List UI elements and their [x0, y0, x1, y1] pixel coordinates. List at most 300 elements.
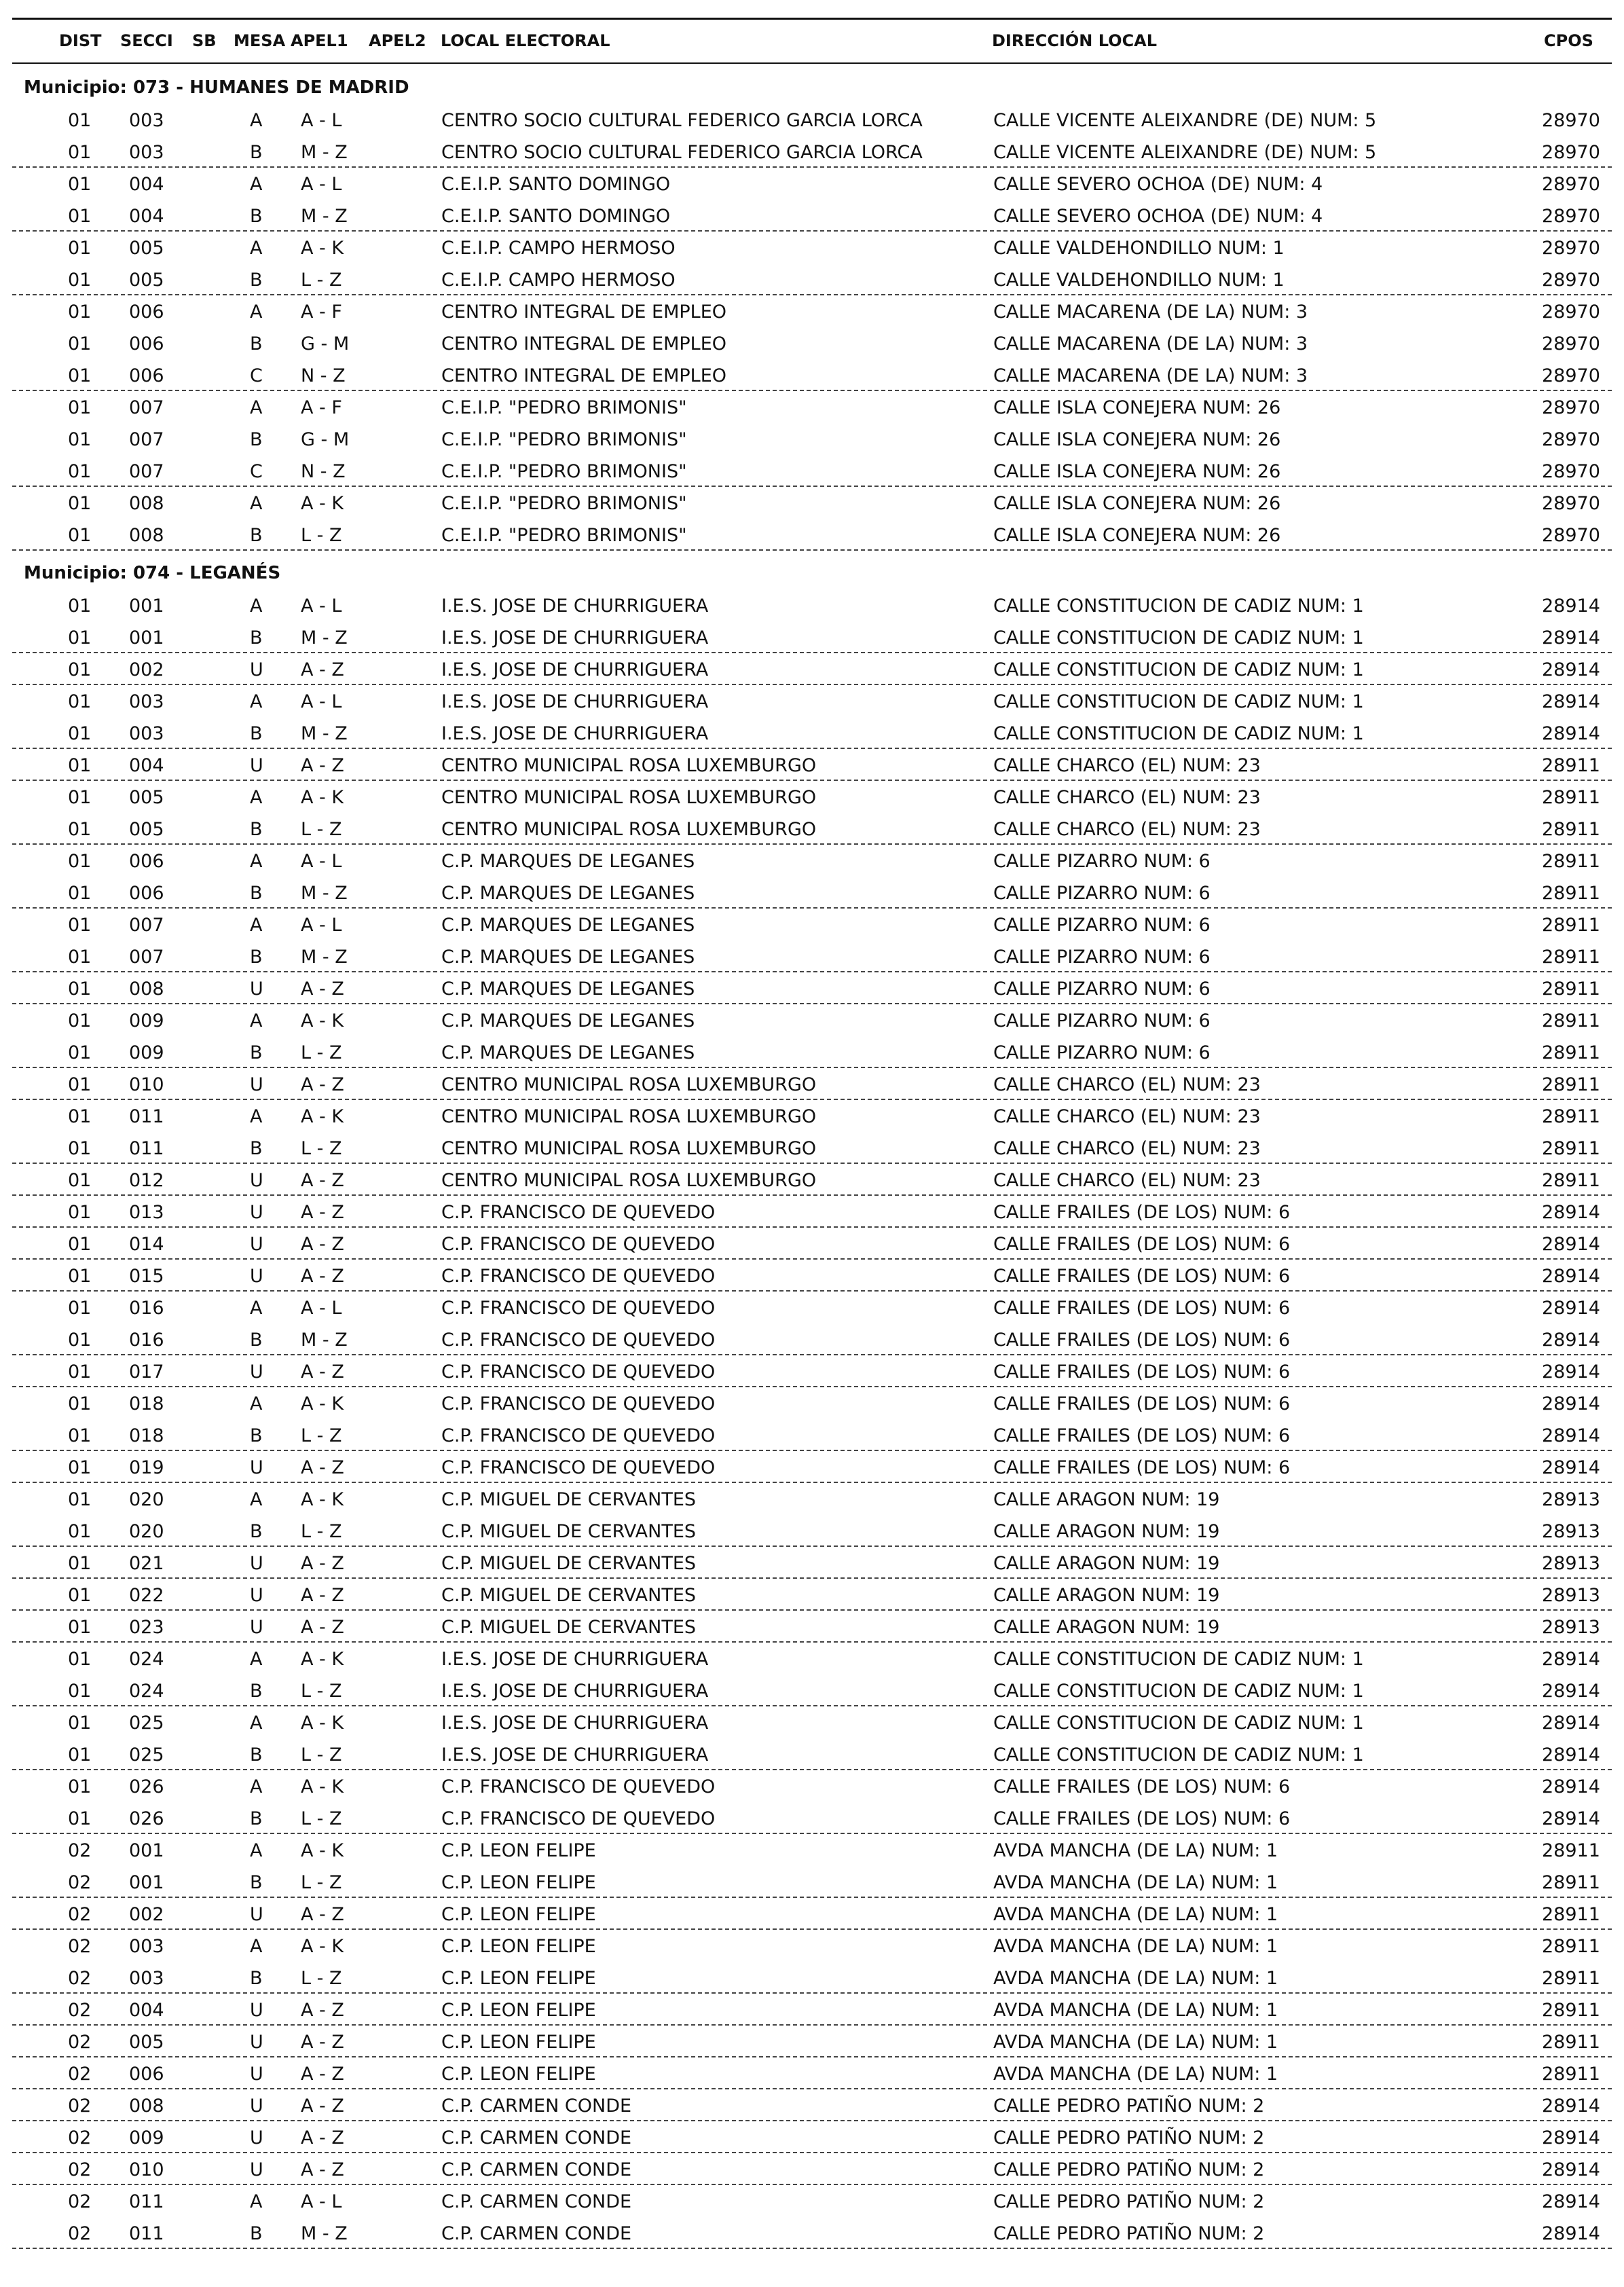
mesa-cell: U: [250, 1202, 263, 1223]
cpos-cell: 28914: [1542, 2223, 1600, 2244]
apellidos-range-cell: L - Z: [301, 1681, 342, 1702]
table-row: [12, 263, 1612, 295]
local-electoral-cell: CENTRO MUNICIPAL ROSA LUXEMBURGO: [441, 1106, 817, 1127]
dist-cell: 01: [68, 723, 92, 744]
local-electoral-cell: C.P. LEON FELIPE: [441, 2000, 596, 2021]
direccion-cell: CALLE PEDRO PATIÑO NUM: 2: [993, 2159, 1265, 2180]
dist-cell: 01: [68, 1744, 92, 1765]
direccion-cell: CALLE CONSTITUCION DE CADIZ NUM: 1: [993, 1649, 1364, 1670]
table-row: [12, 2089, 1612, 2121]
direccion-cell: CALLE VALDEHONDILLO NUM: 1: [993, 270, 1285, 291]
direccion-cell: CALLE FRAILES (DE LOS) NUM: 6: [993, 1457, 1291, 1478]
cpos-cell: 28970: [1542, 301, 1600, 323]
cpos-cell: 28913: [1542, 1489, 1600, 1510]
direccion-cell: CALLE VICENTE ALEIXANDRE (DE) NUM: 5: [993, 110, 1377, 131]
secci-cell: 011: [129, 2223, 164, 2244]
apellidos-range-cell: L - Z: [301, 270, 342, 291]
mesa-cell: A: [250, 238, 263, 259]
local-electoral-cell: C.P. MARQUES DE LEGANES: [441, 1010, 695, 1031]
mesa-cell: U: [250, 1553, 263, 1574]
cpos-cell: 28970: [1542, 174, 1600, 195]
mesa-cell: B: [250, 1808, 263, 1829]
cpos-cell: 28970: [1542, 206, 1600, 227]
table-row: [12, 423, 1612, 455]
direccion-cell: CALLE CHARCO (EL) NUM: 23: [993, 819, 1261, 840]
cpos-cell: 28914: [1542, 1361, 1600, 1383]
table-row: [12, 909, 1612, 940]
direccion-cell: CALLE PIZARRO NUM: 6: [993, 851, 1211, 872]
mesa-cell: B: [250, 142, 263, 163]
mesa-cell: B: [250, 947, 263, 968]
cpos-cell: 28913: [1542, 1617, 1600, 1638]
cpos-cell: 28970: [1542, 493, 1600, 514]
secci-cell: 005: [129, 270, 164, 291]
dist-cell: 01: [68, 1425, 92, 1446]
cpos-cell: 28970: [1542, 525, 1600, 546]
direccion-cell: CALLE SEVERO OCHOA (DE) NUM: 4: [993, 206, 1323, 227]
apellidos-range-cell: G - M: [301, 429, 350, 450]
table-row: [12, 2026, 1612, 2057]
table-row: [12, 2153, 1612, 2185]
dist-cell: 01: [68, 978, 92, 1000]
local-electoral-cell: C.P. LEON FELIPE: [441, 2032, 596, 2053]
local-electoral-cell: C.P. CARMEN CONDE: [441, 2191, 632, 2212]
local-electoral-cell: C.E.I.P. "PEDRO BRIMONIS": [441, 397, 687, 418]
dist-cell: 01: [68, 659, 92, 680]
secci-cell: 008: [129, 493, 164, 514]
direccion-cell: CALLE FRAILES (DE LOS) NUM: 6: [993, 1330, 1291, 1351]
dist-cell: 01: [68, 142, 92, 163]
secci-cell: 005: [129, 787, 164, 808]
secci-cell: 003: [129, 110, 164, 131]
mesa-cell: A: [250, 596, 263, 617]
local-electoral-cell: C.P. MIGUEL DE CERVANTES: [441, 1521, 697, 1542]
mesa-cell: U: [250, 1170, 263, 1191]
dist-cell: 01: [68, 691, 92, 712]
table-row: [12, 1292, 1612, 1323]
mesa-cell: B: [250, 1042, 263, 1063]
cpos-cell: 28911: [1542, 1872, 1600, 1893]
mesa-cell: B: [250, 1521, 263, 1542]
table-row: [12, 621, 1612, 653]
apellidos-range-cell: A - K: [301, 1840, 344, 1861]
secci-cell: 004: [129, 206, 164, 227]
dist-cell: 01: [68, 1266, 92, 1287]
table-row: [12, 1898, 1612, 1930]
cpos-cell: 28914: [1542, 627, 1600, 648]
table-row: [12, 1260, 1612, 1292]
apellidos-range-cell: A - K: [301, 1936, 344, 1957]
direccion-cell: AVDA MANCHA (DE LA) NUM: 1: [993, 1904, 1278, 1925]
secci-cell: 011: [129, 1106, 164, 1127]
table-row: [12, 2217, 1612, 2249]
secci-cell: 001: [129, 627, 164, 648]
mesa-cell: U: [250, 2032, 263, 2053]
cpos-cell: 28911: [1542, 1170, 1600, 1191]
local-electoral-cell: I.E.S. JOSE DE CHURRIGUERA: [441, 659, 709, 680]
table-row: [12, 1196, 1612, 1228]
table-row: [12, 1100, 1612, 1132]
apellidos-range-cell: A - Z: [301, 2096, 344, 2117]
municipio-label: Municipio: 074 - LEGANÉS: [24, 563, 281, 583]
local-electoral-cell: I.E.S. JOSE DE CHURRIGUERA: [441, 691, 709, 712]
table-row: [12, 1962, 1612, 1994]
mesa-cell: B: [250, 1330, 263, 1351]
direccion-cell: AVDA MANCHA (DE LA) NUM: 1: [993, 2032, 1278, 2053]
direccion-cell: CALLE PEDRO PATIÑO NUM: 2: [993, 2223, 1265, 2244]
secci-cell: 013: [129, 1202, 164, 1223]
apellidos-range-cell: A - Z: [301, 1170, 344, 1191]
table-row: [12, 1387, 1612, 1419]
apellidos-range-cell: A - Z: [301, 1617, 344, 1638]
mesa-cell: A: [250, 1936, 263, 1957]
mesa-cell: B: [250, 333, 263, 354]
mesa-cell: A: [250, 397, 263, 418]
local-electoral-cell: C.P. MARQUES DE LEGANES: [441, 978, 695, 1000]
secci-cell: 024: [129, 1681, 164, 1702]
secci-cell: 025: [129, 1744, 164, 1765]
local-electoral-cell: CENTRO MUNICIPAL ROSA LUXEMBURGO: [441, 1074, 817, 1095]
apellidos-range-cell: L - Z: [301, 1425, 342, 1446]
table-row: [12, 1738, 1612, 1770]
mesa-cell: B: [250, 883, 263, 904]
dist-cell: 01: [68, 1457, 92, 1478]
local-electoral-cell: I.E.S. JOSE DE CHURRIGUERA: [441, 1744, 709, 1765]
direccion-cell: CALLE CHARCO (EL) NUM: 23: [993, 755, 1261, 776]
apellidos-range-cell: L - Z: [301, 1968, 342, 1989]
dist-cell: 01: [68, 1361, 92, 1383]
table-row: [12, 391, 1612, 423]
municipio-label: Municipio: 073 - HUMANES DE MADRID: [24, 77, 409, 98]
table-row: [12, 1004, 1612, 1036]
cpos-cell: 28914: [1542, 1808, 1600, 1829]
direccion-cell: AVDA MANCHA (DE LA) NUM: 1: [993, 2064, 1278, 2085]
cpos-cell: 28911: [1542, 755, 1600, 776]
dist-cell: 01: [68, 333, 92, 354]
apellidos-range-cell: M - Z: [301, 627, 348, 648]
local-electoral-cell: C.P. MIGUEL DE CERVANTES: [441, 1489, 697, 1510]
direccion-cell: CALLE ARAGON NUM: 19: [993, 1521, 1220, 1542]
cpos-cell: 28914: [1542, 659, 1600, 680]
secci-cell: 010: [129, 1074, 164, 1095]
table-row: [12, 2185, 1612, 2217]
cpos-cell: 28911: [1542, 1010, 1600, 1031]
secci-cell: 004: [129, 2000, 164, 2021]
direccion-cell: CALLE PIZARRO NUM: 6: [993, 947, 1211, 968]
secci-cell: 001: [129, 1840, 164, 1861]
direccion-cell: CALLE FRAILES (DE LOS) NUM: 6: [993, 1298, 1291, 1319]
dist-cell: 01: [68, 1234, 92, 1255]
local-electoral-cell: C.E.I.P. "PEDRO BRIMONIS": [441, 429, 687, 450]
dist-cell: 02: [68, 2159, 92, 2180]
local-electoral-cell: C.P. LEON FELIPE: [441, 1904, 596, 1925]
cpos-cell: 28914: [1542, 723, 1600, 744]
apellidos-range-cell: M - Z: [301, 723, 348, 744]
table-row: [12, 781, 1612, 813]
dist-cell: 01: [68, 493, 92, 514]
dist-cell: 01: [68, 1042, 92, 1063]
direccion-cell: CALLE FRAILES (DE LOS) NUM: 6: [993, 1361, 1291, 1383]
secci-cell: 004: [129, 755, 164, 776]
apellidos-range-cell: L - Z: [301, 525, 342, 546]
mesa-cell: U: [250, 659, 263, 680]
secci-cell: 005: [129, 819, 164, 840]
apellidos-range-cell: L - Z: [301, 1744, 342, 1765]
cpos-cell: 28911: [1542, 1936, 1600, 1957]
direccion-cell: CALLE CONSTITUCION DE CADIZ NUM: 1: [993, 1713, 1364, 1734]
cpos-cell: 28911: [1542, 1106, 1600, 1127]
table-row: [12, 1451, 1612, 1483]
direccion-cell: CALLE FRAILES (DE LOS) NUM: 6: [993, 1808, 1291, 1829]
secci-cell: 007: [129, 429, 164, 450]
apellidos-range-cell: M - Z: [301, 206, 348, 227]
secci-cell: 003: [129, 723, 164, 744]
mesa-cell: U: [250, 1234, 263, 1255]
dist-cell: 02: [68, 2127, 92, 2148]
secci-cell: 020: [129, 1489, 164, 1510]
local-electoral-cell: I.E.S. JOSE DE CHURRIGUERA: [441, 1649, 709, 1670]
mesa-cell: B: [250, 1968, 263, 1989]
table-row: [12, 1419, 1612, 1451]
dist-cell: 01: [68, 1585, 92, 1606]
dist-cell: 01: [68, 1106, 92, 1127]
cpos-cell: 28913: [1542, 1521, 1600, 1542]
local-electoral-cell: C.P. CARMEN CONDE: [441, 2159, 632, 2180]
apellidos-range-cell: A - L: [301, 596, 342, 617]
mesa-cell: B: [250, 723, 263, 744]
apellidos-range-cell: A - Z: [301, 1457, 344, 1478]
table-row: [12, 972, 1612, 1004]
local-electoral-cell: C.P. FRANCISCO DE QUEVEDO: [441, 1234, 716, 1255]
secci-cell: 016: [129, 1330, 164, 1351]
mesa-cell: U: [250, 1266, 263, 1287]
cpos-cell: 28914: [1542, 1681, 1600, 1702]
table-row: [12, 1132, 1612, 1164]
direccion-cell: CALLE ARAGON NUM: 19: [993, 1553, 1220, 1574]
cpos-cell: 28911: [1542, 2032, 1600, 2053]
direccion-cell: CALLE PEDRO PATIÑO NUM: 2: [993, 2127, 1265, 2148]
table-row: [12, 1770, 1612, 1802]
dist-cell: 01: [68, 819, 92, 840]
secci-cell: 012: [129, 1170, 164, 1191]
dist-cell: 01: [68, 1489, 92, 1510]
cpos-cell: 28970: [1542, 429, 1600, 450]
local-electoral-cell: C.P. MARQUES DE LEGANES: [441, 915, 695, 936]
local-electoral-cell: CENTRO MUNICIPAL ROSA LUXEMBURGO: [441, 1138, 817, 1159]
cpos-cell: 28970: [1542, 397, 1600, 418]
apellidos-range-cell: A - K: [301, 1010, 344, 1031]
apellidos-range-cell: A - Z: [301, 2159, 344, 2180]
apellidos-range-cell: L - Z: [301, 1808, 342, 1829]
direccion-cell: CALLE PIZARRO NUM: 6: [993, 978, 1211, 1000]
dist-cell: 02: [68, 1936, 92, 1957]
mesa-cell: A: [250, 1010, 263, 1031]
secci-cell: 026: [129, 1808, 164, 1829]
mesa-cell: U: [250, 2159, 263, 2180]
local-electoral-cell: C.P. MARQUES DE LEGANES: [441, 1042, 695, 1063]
local-electoral-cell: CENTRO SOCIO CULTURAL FEDERICO GARCIA LORCA: [441, 110, 923, 131]
local-electoral-cell: CENTRO MUNICIPAL ROSA LUXEMBURGO: [441, 1170, 817, 1191]
mesa-cell: B: [250, 206, 263, 227]
local-electoral-cell: CENTRO INTEGRAL DE EMPLEO: [441, 365, 727, 386]
apellidos-range-cell: A - Z: [301, 1553, 344, 1574]
table-row: [12, 168, 1612, 200]
direccion-cell: CALLE CHARCO (EL) NUM: 23: [993, 1106, 1261, 1127]
mesa-cell: U: [250, 1617, 263, 1638]
cpos-cell: 28970: [1542, 142, 1600, 163]
direccion-cell: CALLE FRAILES (DE LOS) NUM: 6: [993, 1425, 1291, 1446]
local-electoral-cell: I.E.S. JOSE DE CHURRIGUERA: [441, 723, 709, 744]
header-apel1: APEL1: [291, 31, 348, 50]
dist-cell: 01: [68, 461, 92, 482]
apellidos-range-cell: A - K: [301, 1713, 344, 1734]
local-electoral-cell: I.E.S. JOSE DE CHURRIGUERA: [441, 1681, 709, 1702]
table-row: [12, 589, 1612, 621]
table-row: [12, 940, 1612, 972]
apellidos-range-cell: A - L: [301, 1298, 342, 1319]
apellidos-range-cell: A - L: [301, 851, 342, 872]
direccion-cell: CALLE CONSTITUCION DE CADIZ NUM: 1: [993, 723, 1364, 744]
secci-cell: 025: [129, 1713, 164, 1734]
local-electoral-cell: C.P. MARQUES DE LEGANES: [441, 851, 695, 872]
apellidos-range-cell: A - L: [301, 915, 342, 936]
local-electoral-cell: I.E.S. JOSE DE CHURRIGUERA: [441, 596, 709, 617]
dist-cell: 02: [68, 2064, 92, 2085]
table-row: [12, 1834, 1612, 1866]
direccion-cell: CALLE ARAGON NUM: 19: [993, 1489, 1220, 1510]
direccion-cell: CALLE PEDRO PATIÑO NUM: 2: [993, 2096, 1265, 2117]
direccion-cell: CALLE CONSTITUCION DE CADIZ NUM: 1: [993, 1681, 1364, 1702]
local-electoral-cell: C.E.I.P. CAMPO HERMOSO: [441, 270, 676, 291]
cpos-cell: 28970: [1542, 270, 1600, 291]
local-electoral-cell: C.P. CARMEN CONDE: [441, 2127, 632, 2148]
direccion-cell: CALLE MACARENA (DE LA) NUM: 3: [993, 301, 1308, 323]
table-row: [12, 487, 1612, 519]
secci-cell: 009: [129, 1042, 164, 1063]
dist-cell: 02: [68, 1872, 92, 1893]
cpos-cell: 28914: [1542, 1744, 1600, 1765]
dist-cell: 01: [68, 1010, 92, 1031]
apellidos-range-cell: L - Z: [301, 1872, 342, 1893]
mesa-cell: U: [250, 2064, 263, 2085]
table-row: [12, 455, 1612, 487]
table-row: [12, 717, 1612, 749]
table-row: [12, 1706, 1612, 1738]
mesa-cell: B: [250, 1872, 263, 1893]
direccion-cell: CALLE PIZARRO NUM: 6: [993, 1042, 1211, 1063]
local-electoral-cell: C.P. LEON FELIPE: [441, 1840, 596, 1861]
local-electoral-cell: C.P. MARQUES DE LEGANES: [441, 947, 695, 968]
direccion-cell: AVDA MANCHA (DE LA) NUM: 1: [993, 1968, 1278, 1989]
table-row: [12, 1323, 1612, 1355]
dist-cell: 01: [68, 174, 92, 195]
dist-cell: 01: [68, 110, 92, 131]
header-local: LOCAL ELECTORAL: [441, 31, 610, 50]
secci-cell: 011: [129, 2191, 164, 2212]
table-row: [12, 749, 1612, 781]
cpos-cell: 28914: [1542, 691, 1600, 712]
mesa-cell: U: [250, 1074, 263, 1095]
local-electoral-cell: C.P. CARMEN CONDE: [441, 2223, 632, 2244]
direccion-cell: CALLE PIZARRO NUM: 6: [993, 1010, 1211, 1031]
secci-cell: 008: [129, 978, 164, 1000]
direccion-cell: CALLE MACARENA (DE LA) NUM: 3: [993, 365, 1308, 386]
direccion-cell: CALLE CHARCO (EL) NUM: 23: [993, 787, 1261, 808]
direccion-cell: CALLE SEVERO OCHOA (DE) NUM: 4: [993, 174, 1323, 195]
cpos-cell: 28914: [1542, 1266, 1600, 1287]
direccion-cell: CALLE ISLA CONEJERA NUM: 26: [993, 429, 1281, 450]
apellidos-range-cell: G - M: [301, 333, 350, 354]
apellidos-range-cell: L - Z: [301, 1521, 342, 1542]
direccion-cell: CALLE FRAILES (DE LOS) NUM: 6: [993, 1234, 1291, 1255]
dist-cell: 02: [68, 2032, 92, 2053]
secci-cell: 004: [129, 174, 164, 195]
cpos-cell: 28913: [1542, 1553, 1600, 1574]
table-row: [12, 2121, 1612, 2153]
dist-cell: 01: [68, 365, 92, 386]
mesa-cell: A: [250, 1649, 263, 1670]
cpos-cell: 28970: [1542, 461, 1600, 482]
local-electoral-cell: C.P. FRANCISCO DE QUEVEDO: [441, 1266, 716, 1287]
header-apel2: APEL2: [369, 31, 426, 50]
table-row: [12, 232, 1612, 263]
cpos-cell: 28914: [1542, 1713, 1600, 1734]
dist-cell: 01: [68, 1681, 92, 1702]
table-row: [12, 359, 1612, 391]
apellidos-range-cell: A - Z: [301, 659, 344, 680]
dist-cell: 02: [68, 1904, 92, 1925]
apellidos-range-cell: M - Z: [301, 1330, 348, 1351]
cpos-cell: 28914: [1542, 2127, 1600, 2148]
mesa-cell: A: [250, 851, 263, 872]
apellidos-range-cell: A - Z: [301, 1202, 344, 1223]
secci-cell: 016: [129, 1298, 164, 1319]
cpos-cell: 28970: [1542, 110, 1600, 131]
table-row: [12, 295, 1612, 327]
apellidos-range-cell: A - L: [301, 2191, 342, 2212]
local-electoral-cell: C.P. FRANCISCO DE QUEVEDO: [441, 1393, 716, 1414]
mesa-cell: U: [250, 1361, 263, 1383]
apellidos-range-cell: M - Z: [301, 142, 348, 163]
direccion-cell: AVDA MANCHA (DE LA) NUM: 1: [993, 1936, 1278, 1957]
secci-cell: 008: [129, 525, 164, 546]
direccion-cell: CALLE CHARCO (EL) NUM: 23: [993, 1074, 1261, 1095]
direccion-cell: CALLE CONSTITUCION DE CADIZ NUM: 1: [993, 659, 1364, 680]
table-row: [12, 1802, 1612, 1834]
apellidos-range-cell: A - Z: [301, 1904, 344, 1925]
cpos-cell: 28911: [1542, 1968, 1600, 1989]
mesa-cell: B: [250, 1138, 263, 1159]
local-electoral-cell: CENTRO MUNICIPAL ROSA LUXEMBURGO: [441, 819, 817, 840]
direccion-cell: CALLE CHARCO (EL) NUM: 23: [993, 1138, 1261, 1159]
cpos-cell: 28914: [1542, 1298, 1600, 1319]
local-electoral-cell: I.E.S. JOSE DE CHURRIGUERA: [441, 1713, 709, 1734]
mesa-cell: U: [250, 1457, 263, 1478]
apellidos-range-cell: A - Z: [301, 1585, 344, 1606]
dist-cell: 02: [68, 2223, 92, 2244]
mesa-cell: U: [250, 2000, 263, 2021]
apellidos-range-cell: A - K: [301, 1489, 344, 1510]
table-row: [12, 1643, 1612, 1675]
dist-cell: 02: [68, 2000, 92, 2021]
secci-cell: 008: [129, 2096, 164, 2117]
mesa-cell: B: [250, 270, 263, 291]
dist-cell: 01: [68, 755, 92, 776]
local-electoral-cell: CENTRO INTEGRAL DE EMPLEO: [441, 333, 727, 354]
secci-cell: 014: [129, 1234, 164, 1255]
mesa-cell: B: [250, 1425, 263, 1446]
secci-cell: 005: [129, 2032, 164, 2053]
